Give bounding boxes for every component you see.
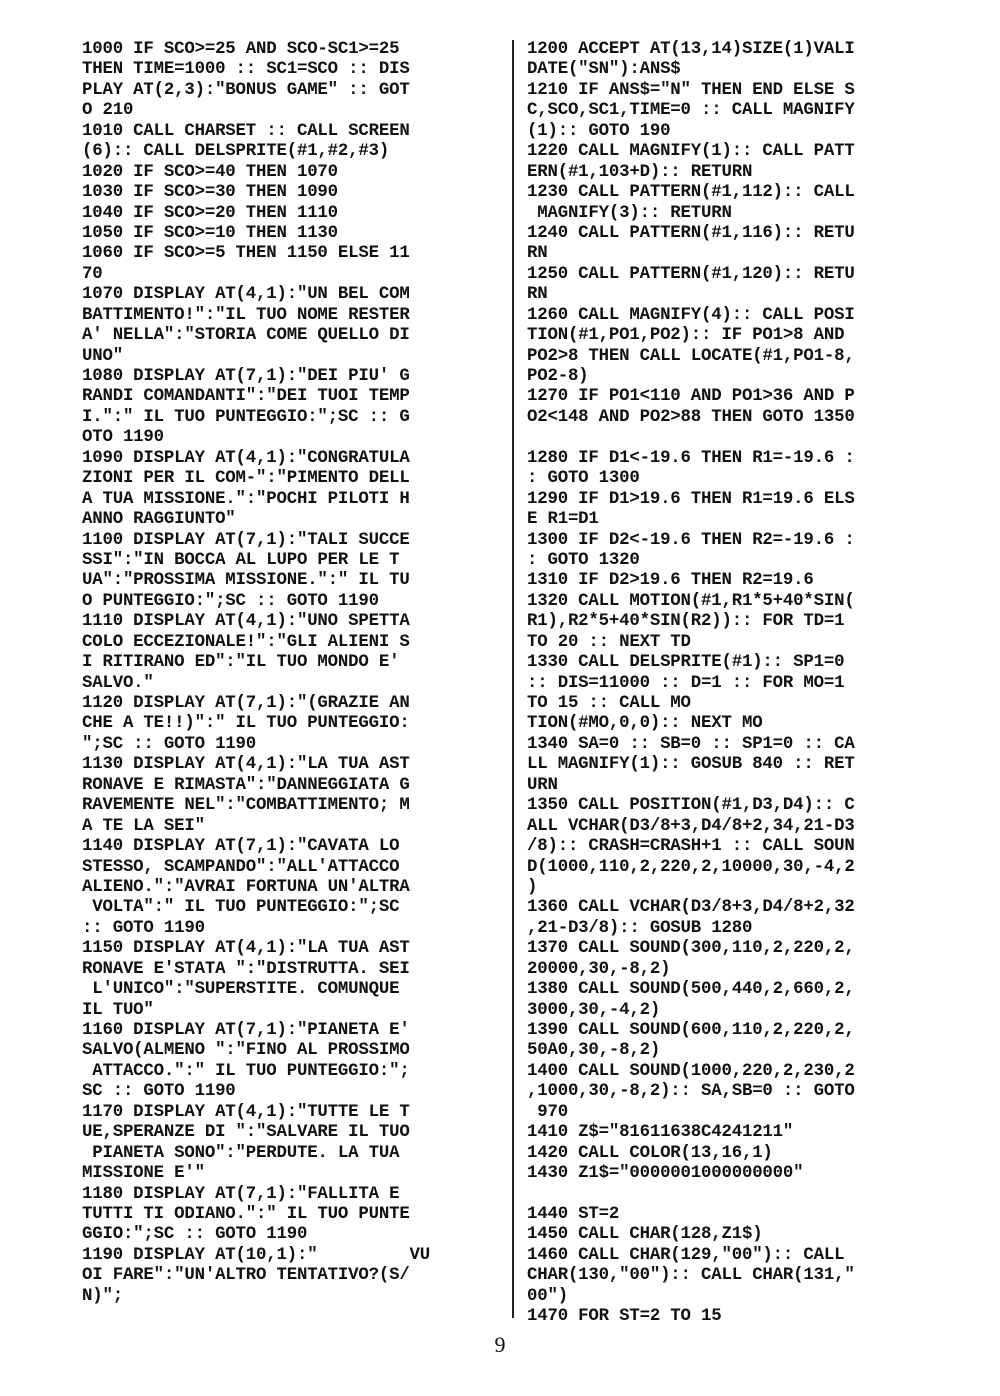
left-code-column <box>82 40 492 1307</box>
code-line: CHE A TE!!)":" IL TUO PUNTEGGIO: <box>82 714 410 734</box>
code-line: ) <box>527 877 538 897</box>
code-line: 1190 DISPLAY AT(10,1):" VU <box>82 1245 431 1265</box>
code-line: /8):: CRASH=CRASH+1 :: CALL SOUN <box>527 837 855 857</box>
code-line: 1280 IF D1<-19.6 THEN R1=-19.6 : <box>527 448 855 468</box>
code-line: ALL VCHAR(D3/8+3,D4/8+2,34,21-D3 <box>527 816 855 836</box>
code-line: 1350 CALL POSITION(#1,D3,D4):: C <box>527 796 855 816</box>
code-line: 20000,30,-8,2) <box>527 959 671 979</box>
code-line: ATTACCO.":" IL TUO PUNTEGGIO:"; <box>82 1061 410 1081</box>
code-line: A TE LA SEI" <box>82 816 205 836</box>
code-line: A' NELLA":"STORIA COME QUELLO DI <box>82 326 410 346</box>
code-line: ALIENO.":"AVRAI FORTUNA UN'ALTRA <box>82 877 410 897</box>
page-number: 9 <box>494 1332 506 1357</box>
code-line: 50A0,30,-8,2) <box>527 1041 661 1061</box>
code-line: :: DIS=11000 :: D=1 :: FOR MO=1 <box>527 673 845 693</box>
code-line: TUTTI TI ODIANO.":" IL TUO PUNTE <box>82 1204 410 1224</box>
code-line: 3000,30,-4,2) <box>527 1000 661 1020</box>
code-line: 1000 IF SCO>=25 AND SCO-SC1>=25 <box>82 40 400 59</box>
code-line: 1430 Z1$="0000001000000000" <box>527 1164 804 1184</box>
code-line: RN <box>527 244 548 264</box>
code-line: (1):: GOTO 190 <box>527 121 671 141</box>
code-line: I.":" IL TUO PUNTEGGIO:";SC :: G <box>82 407 410 427</box>
code-line: MISSIONE E'" <box>82 1164 205 1184</box>
code-line <box>527 1185 937 1205</box>
code-line: 1420 CALL COLOR(13,16,1) <box>527 1143 773 1163</box>
code-line: : GOTO 1300 <box>527 469 640 489</box>
code-line: : GOTO 1320 <box>527 550 640 570</box>
code-line: 1270 IF PO1<110 AND PO1>36 AND P <box>527 387 855 407</box>
code-line: RONAVE E RIMASTA":"DANNEGGIATA G <box>82 775 410 795</box>
code-line: O PUNTEGGIO:";SC :: GOTO 1190 <box>82 591 379 611</box>
code-line: 1050 IF SCO>=10 THEN 1130 <box>82 223 338 243</box>
code-line: 1090 DISPLAY AT(4,1):"CONGRATULA <box>82 448 410 468</box>
code-line: ";SC :: GOTO 1190 <box>82 734 257 754</box>
code-line: A TUA MISSIONE.":"POCHI PILOTI H <box>82 489 410 509</box>
code-line: COLO ECCEZIONALE!":"GLI ALIENI S <box>82 632 410 652</box>
code-line: BATTIMENTO!":"IL TUO NOME RESTER <box>82 305 410 325</box>
code-line: IL TUO" <box>82 1000 154 1020</box>
code-line: 1150 DISPLAY AT(4,1):"LA TUA AST <box>82 939 410 959</box>
code-line: ZIONI PER IL COM-":"PIMENTO DELL <box>82 469 410 489</box>
code-line: TION(#MO,0,0):: NEXT MO <box>527 714 763 734</box>
code-line: 1120 DISPLAY AT(7,1):"(GRAZIE AN <box>82 694 410 713</box>
code-line: ERN(#1,103+D):: RETURN <box>527 162 753 182</box>
code-line: 70 <box>82 264 103 284</box>
code-line: 1330 CALL DELSPRITE(#1):: SP1=0 <box>527 653 845 673</box>
code-line: OI FARE":"UN'ALTRO TENTATIVO?(S/ <box>82 1266 410 1286</box>
code-line: MAGNIFY(3):: RETURN <box>527 203 732 223</box>
code-line: 1390 CALL SOUND(600,110,2,220,2, <box>527 1021 855 1040</box>
code-line <box>527 428 937 448</box>
code-line: 1060 IF SCO>=5 THEN 1150 ELSE 11 <box>82 244 410 264</box>
code-line: 1210 IF ANS$="N" THEN END ELSE S <box>527 80 855 100</box>
right-code-column <box>527 40 937 1328</box>
code-line: THEN TIME=1000 :: SC1=SCO :: DIS <box>82 60 410 80</box>
code-line: 1040 IF SCO>=20 THEN 1110 <box>82 203 338 223</box>
code-line: R1),R2*5+40*SIN(R2)):: FOR TD=1 <box>527 612 845 632</box>
code-line: UA":"PROSSIMA MISSIONE.":" IL TU <box>82 571 410 591</box>
code-line: 1130 DISPLAY AT(4,1):"LA TUA AST <box>82 755 410 775</box>
code-line: 1100 DISPLAY AT(7,1):"TALI SUCCE <box>82 530 410 550</box>
code-line: PLAY AT(2,3):"BONUS GAME" :: GOT <box>82 80 410 100</box>
code-line: D(1000,110,2,220,2,10000,30,-4,2 <box>527 857 855 877</box>
code-line: RAVEMENTE NEL":"COMBATTIMENTO; M <box>82 796 410 816</box>
code-line: PIANETA SONO":"PERDUTE. LA TUA <box>82 1143 400 1163</box>
code-line: 1220 CALL MAGNIFY(1):: CALL PATT <box>527 142 855 162</box>
code-line: 1290 IF D1>19.6 THEN R1=19.6 ELS <box>527 489 855 509</box>
code-line: 1310 IF D2>19.6 THEN R2=19.6 <box>527 571 814 591</box>
code-line: RONAVE E'STATA ":"DISTRUTTA. SEI <box>82 959 410 979</box>
code-line: O 210 <box>82 101 134 121</box>
code-line: 1360 CALL VCHAR(D3/8+3,D4/8+2,32 <box>527 898 855 918</box>
code-line: 1160 DISPLAY AT(7,1):"PIANETA E' <box>82 1021 410 1040</box>
code-line: 970 <box>527 1102 568 1122</box>
code-line: 1380 CALL SOUND(500,440,2,660,2, <box>527 980 855 1000</box>
code-line: :: GOTO 1190 <box>82 918 205 938</box>
code-line: 1300 IF D2<-19.6 THEN R2=-19.6 : <box>527 530 855 550</box>
column-divider <box>512 40 514 1318</box>
code-line: 1200 ACCEPT AT(13,14)SIZE(1)VALI <box>527 40 855 59</box>
code-line: LL MAGNIFY(1):: GOSUB 840 :: RET <box>527 755 855 775</box>
code-line: CHAR(130,"00"):: CALL CHAR(131," <box>527 1266 855 1286</box>
code-line: 1070 DISPLAY AT(4,1):"UN BEL COM <box>82 285 410 305</box>
code-line: 1080 DISPLAY AT(7,1):"DEI PIU' G <box>82 367 410 386</box>
code-line: UE,SPERANZE DI ":"SALVARE IL TUO <box>82 1123 410 1143</box>
code-line: ,1000,30,-8,2):: SA,SB=0 :: GOTO <box>527 1082 855 1102</box>
code-line: 1180 DISPLAY AT(7,1):"FALLITA E <box>82 1184 400 1204</box>
code-line: 00") <box>527 1286 568 1306</box>
code-line: 1260 CALL MAGNIFY(4):: CALL POSI <box>527 305 855 325</box>
code-line: 1340 SA=0 :: SB=0 :: SP1=0 :: CA <box>527 734 855 754</box>
code-line: E R1=D1 <box>527 510 599 530</box>
code-line: 1230 CALL PATTERN(#1,112):: CALL <box>527 183 855 203</box>
code-line: GGIO:";SC :: GOTO 1190 <box>82 1225 308 1245</box>
code-line: 1460 CALL CHAR(129,"00"):: CALL <box>527 1245 845 1265</box>
code-line: 1410 Z$="81611638C4241211" <box>527 1123 794 1143</box>
code-line: 1440 ST=2 <box>527 1204 620 1224</box>
code-line: UNO" <box>82 346 123 366</box>
code-line: RN <box>527 285 548 305</box>
code-line: I RITIRANO ED":"IL TUO MONDO E' <box>82 653 400 673</box>
code-line: O2<148 AND PO2>88 THEN GOTO 1350 <box>527 407 855 427</box>
code-line: SALVO(ALMENO ":"FINO AL PROSSIMO <box>82 1041 410 1061</box>
code-line: 1250 CALL PATTERN(#1,120):: RETU <box>527 264 855 284</box>
code-line: 1370 CALL SOUND(300,110,2,220,2, <box>527 939 855 959</box>
code-line: RANDI COMANDANTI":"DEI TUOI TEMP <box>82 387 410 407</box>
code-line: 1020 IF SCO>=40 THEN 1070 <box>82 162 338 182</box>
code-line: L'UNICO":"SUPERSTITE. COMUNQUE <box>82 980 400 1000</box>
code-line: N)"; <box>82 1286 123 1306</box>
code-line: 1010 CALL CHARSET :: CALL SCREEN <box>82 121 410 141</box>
code-line: (6):: CALL DELSPRITE(#1,#2,#3) <box>82 142 390 162</box>
code-line: 1030 IF SCO>=30 THEN 1090 <box>82 183 338 203</box>
code-line: PO2>8 THEN CALL LOCATE(#1,PO1-8, <box>527 346 855 366</box>
code-line: ,21-D3/8):: GOSUB 1280 <box>527 918 753 938</box>
code-line: 1240 CALL PATTERN(#1,116):: RETU <box>527 223 855 243</box>
code-line: URN <box>527 775 558 795</box>
code-line: VOLTA":" IL TUO PUNTEGGIO:";SC <box>82 898 400 918</box>
code-line: 1470 FOR ST=2 TO 15 <box>527 1307 722 1327</box>
code-line: 1320 CALL MOTION(#1,R1*5+40*SIN( <box>527 591 855 611</box>
code-line: TO 20 :: NEXT TD <box>527 632 691 652</box>
code-line: OTO 1190 <box>82 428 164 448</box>
code-line: PO2-8) <box>527 367 589 386</box>
code-line: DATE("SN"):ANS$ <box>527 60 681 80</box>
code-line: TO 15 :: CALL MO <box>527 694 691 713</box>
code-line: 1400 CALL SOUND(1000,220,2,230,2 <box>527 1061 855 1081</box>
code-line: C,SCO,SC1,TIME=0 :: CALL MAGNIFY <box>527 101 855 121</box>
code-line: 1110 DISPLAY AT(4,1):"UNO SPETTA <box>82 612 410 632</box>
code-line: ANNO RAGGIUNTO" <box>82 510 236 530</box>
code-line: 1140 DISPLAY AT(7,1):"CAVATA LO <box>82 837 400 857</box>
code-line: SALVO." <box>82 673 154 693</box>
code-line: STESSO, SCAMPANDO":"ALL'ATTACCO <box>82 857 400 877</box>
code-line: TION(#1,PO1,PO2):: IF PO1>8 AND <box>527 326 845 346</box>
code-line: 1170 DISPLAY AT(4,1):"TUTTE LE T <box>82 1102 410 1122</box>
code-line: SC :: GOTO 1190 <box>82 1082 236 1102</box>
code-line: SSI":"IN BOCCA AL LUPO PER LE T <box>82 550 400 570</box>
code-line: 1450 CALL CHAR(128,Z1$) <box>527 1225 763 1245</box>
